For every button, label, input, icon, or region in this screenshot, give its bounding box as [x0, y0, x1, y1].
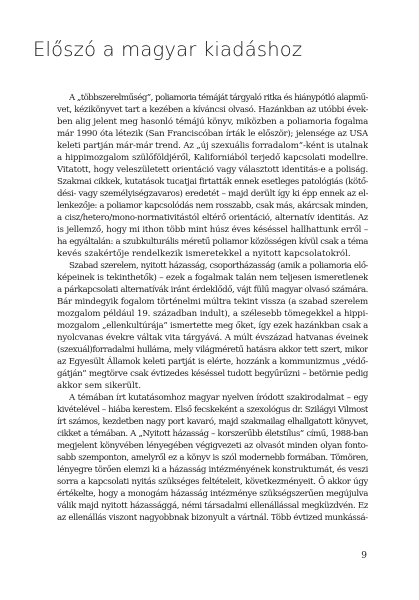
text-line: ha egyáltalán: a szubkulturális méretű poliamor közösségen kívül csak a téma: [57, 237, 368, 247]
text-line: sabb szemponton, amelyről ez a könyv is szól modernebb formában. Tömören,: [57, 453, 368, 463]
paragraph: [57, 92, 368, 260]
text-line: képeinek is tekinthetők) – ezek a fogalmak talán nem teljesen ismeretlenek: [57, 273, 368, 283]
text-line: gátján” megtörve csak évtizedes késéssel tudott begyűrűzni – betörnie pedig: [57, 369, 368, 379]
text-line: is jellemző, hogy mi ithon több mint húsz éves késéssel hallhattunk erről –: [57, 225, 368, 235]
text-line: nyolcvanas évekre váltak vita tárgyává. A múlt évszázad hatvanas éveinek: [57, 333, 368, 343]
text-line: értékelte, hogy a monogám házasság intézménye szükségszerűen megújulva: [57, 489, 368, 499]
text-line: lényegre törően elemzi ki a házasság intézményének konstruktumát, és veszi: [57, 465, 368, 475]
text-line: az ellenállás viszont nagyobbnak bizonyult a vártnál. Több évtized munkássá-: [57, 513, 368, 523]
text-line: akkor sem sikerült.: [57, 381, 141, 391]
text-line: cikket a témában. A „Nyitott házasság – korszerűbb életstílus” című, 1988-ban: [57, 429, 368, 439]
text-line: Vitatott, hogy veleszületett orientáció vagy választott identitás-e a poliság.: [57, 165, 368, 175]
text-line: A „többszerelműség”, poliamoria témáját tárgyaló ritka és hiánypótló alapmű-: [69, 93, 368, 103]
body-text: [57, 92, 368, 524]
paragraph: [57, 392, 368, 524]
text-line: a cisz/hetero/mono-normativitástól eltérő orientáció, alternatív identitás. Az: [57, 213, 368, 223]
text-line: ben alig jelent meg hasonló témájú könyv, miközben a poliamoria fogalma: [57, 117, 368, 127]
text-line: (szexuál)forradalmi hulláma, mely világméretű hatásra akkor tett szert, mikor: [57, 345, 368, 355]
text-line: megjelent könyvében lényegében végigvezeti az olvasót minden olyan fonto-: [57, 441, 368, 451]
text-line: Szabad szerelem, nyitott házasság, csoportházasság (amik a poliamoria elő-: [69, 261, 368, 271]
text-line: dési- vagy személyiségzavaros) eredetét – majd derült így ki épp ennek az el-: [57, 189, 368, 199]
text-line: már 1990 óta létezik (San Franciscóban írták le először); jelensége az USA: [57, 129, 368, 139]
text-line: mozgalom például 19. században indult), a szélesebb tömegekkel a hippi-: [57, 309, 368, 319]
text-line: keleti partján már-már trend. Az „új szexuális forradalom”-ként is utalnak: [57, 141, 368, 151]
text-line: mozgalom „ellenkultúrája” ismertette meg őket, így ezek hazánkban csak a: [57, 321, 368, 331]
text-line: az Egyesült Államok keleti partját is elérte, hozzánk a kommunizmus „védő-: [57, 357, 368, 367]
text-line: válik majd nyitott házassággá, némi társadalmi ellenállással megküzdvén. Ez: [57, 501, 368, 511]
text-line: lenkezője: a poliamor kapcsolódás nem rosszabb, csak más, akárcsak minden,: [57, 201, 368, 211]
chapter-title: Előszó a magyar kiadáshoz: [33, 38, 303, 61]
text-line: kevés szakértője rendelkezik ismeretekkel a nyitott kapcsolatokról.: [57, 249, 351, 259]
text-line: vet, kézikönyvet tart a kezében a kíváncsi olvasó. Hazánkban az utóbbi évek-: [57, 105, 368, 115]
text-line: sorra a kapcsolati nyitás szükséges feltételeit, következményeit. Ő akkor úgy: [57, 477, 368, 487]
page-number: 9: [361, 551, 367, 561]
text-line: Szakmai cikkek, kutatások tucatjai firtatták ennek esetleges patológiás (kötő-: [57, 177, 368, 187]
text-line: a hippimozgalom szülőföldjéről, Kaliforniából terjedő kapcsolati modellre.: [57, 153, 368, 163]
text-line: írt számos, kezdetben nagy port kavaró, majd szakmailag elhallgatott könyvet,: [57, 417, 368, 427]
text-line: kivételével – hiába kerestem. Első fecskeként a szexológus dr. Szilágyi Vilmost: [57, 405, 368, 415]
paragraph: [57, 260, 368, 392]
text-line: Bár mindegyik fogalom történelmi múltra tekint vissza (a szabad szerelem: [57, 297, 368, 307]
text-line: A témában írt kutatásomhoz magyar nyelven íródott szakirodalmat – egy: [69, 393, 368, 403]
text-line: a párkapcsolati alternatívák iránt érdeklődő, vájt fülű magyar olvasó számára.: [57, 285, 368, 295]
